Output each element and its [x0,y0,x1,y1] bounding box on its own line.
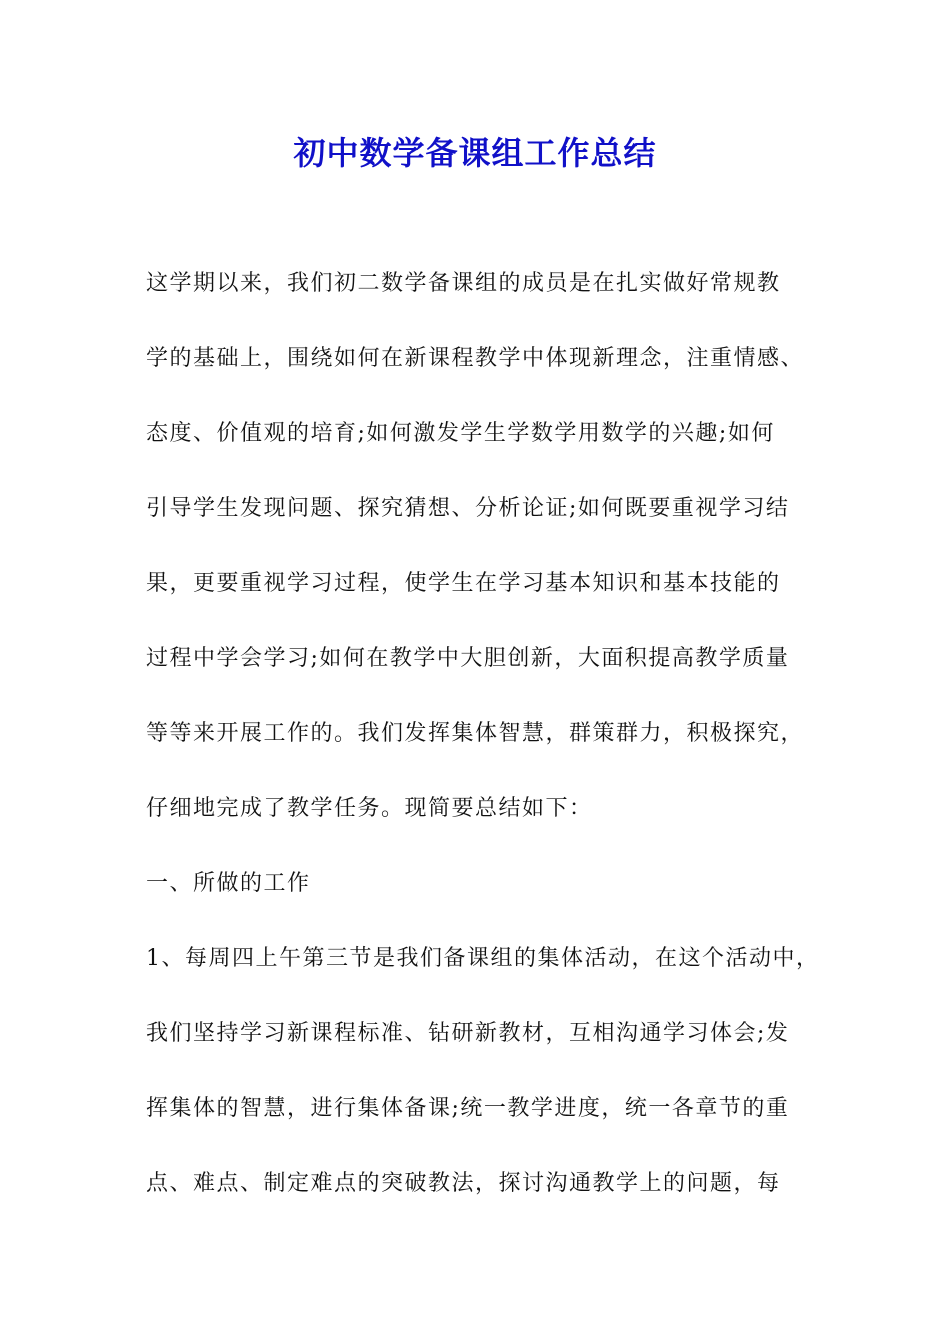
paragraph-line: 过程中学会学习;如何在教学中大胆创新，大面积提高教学质量 [146,646,790,671]
paragraph-line: 仔细地完成了教学任务。现简要总结如下： [146,796,593,821]
document-title: 初中数学备课组工作总结 [293,134,657,172]
paragraph-line: 果，更要重视学习过程，使学生在学习基本知识和基本技能的 [146,571,781,596]
document-body [146,262,818,1237]
paragraph-line: 点、难点、制定难点的突破教法，探讨沟通教学上的问题，每 [146,1171,781,1196]
paragraph-line: 我们坚持学习新课程标准、钻研新教材，互相沟通学习体会;发 [146,1021,790,1046]
section-heading: 一、所做的工作 [146,871,311,896]
paragraph-line: 等等来开展工作的。我们发挥集体智慧，群策群力，积极探究， [146,721,805,746]
paragraph-line: 态度、价值观的培育;如何激发学生学数学用数学的兴趣;如何 [146,421,775,446]
paragraph-line: 学的基础上，围绕如何在新课程教学中体现新理念，注重情感、 [146,346,805,371]
paragraph-line: 引导学生发现问题、探究猜想、分析论证;如何既要重视学习结 [146,496,790,521]
paragraph-line: 挥集体的智慧，进行集体备课;统一教学进度，统一各章节的重 [146,1096,790,1121]
paragraph-line: 1、每周四上午第三节是我们备课组的集体活动，在这个活动中， [146,946,820,971]
paragraph-line: 这学期以来，我们初二数学备课组的成员是在扎实做好常规教 [146,271,781,296]
